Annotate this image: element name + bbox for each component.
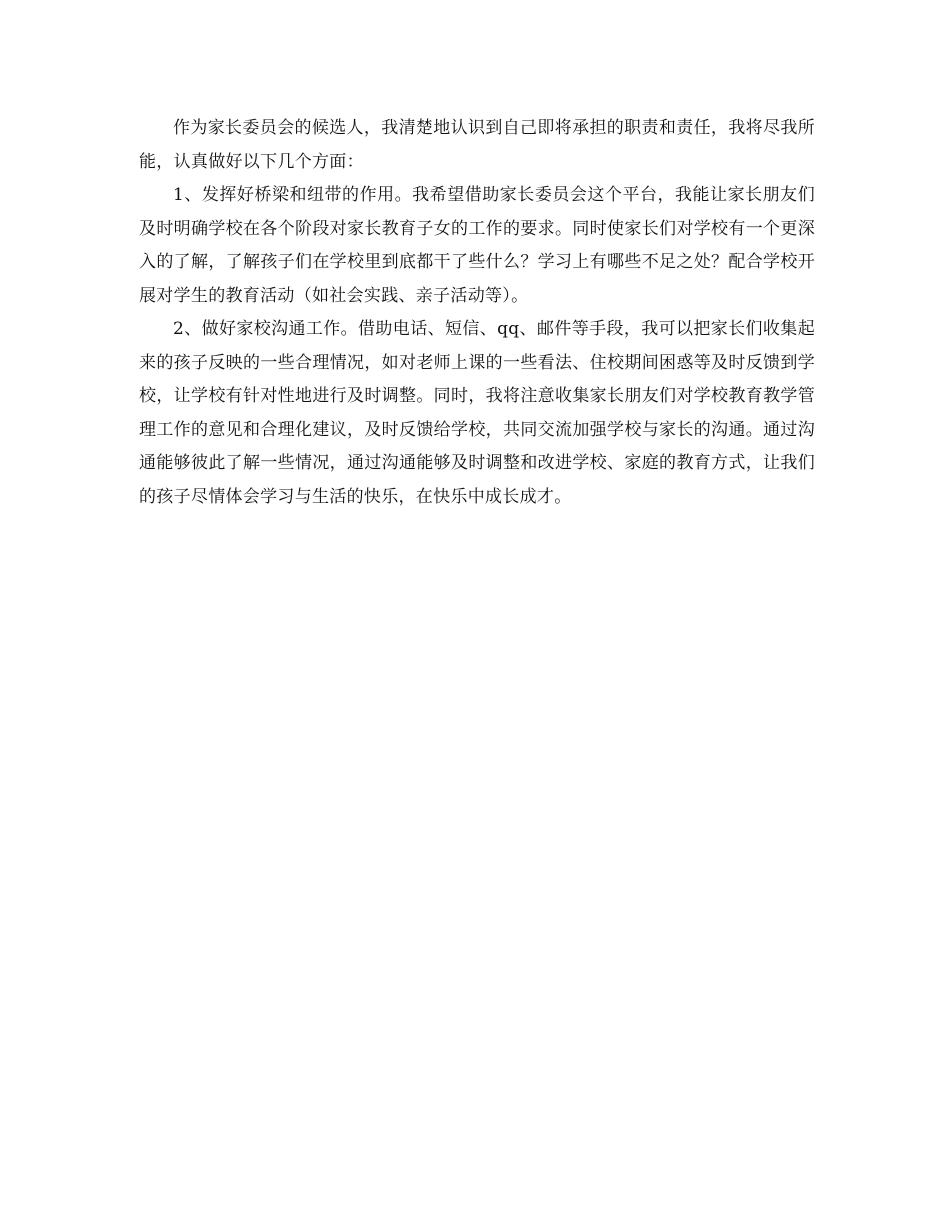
paragraph-point-1: 1、发挥好桥梁和纽带的作用。我希望借助家长委员会这个平台，我能让家长朋友们及时明确学校在各个阶段对家长教育子女的工作的要求。同时使家长们对学校有一个更深入的了解，了解孩子们在学校里到底都干了些什么？学习上有哪些不足之处？配合学校开展对学生的教育活动（如社会实践、亲子活动等）。 — [139, 185, 815, 306]
paragraph-point-2: 2、做好家校沟通工作。借助电话、短信、qq、邮件等手段，我可以把家长们收集起来的孩子反映的一些合理情况，如对老师上课的一些看法、住校期间困惑等及时反馈到学校，让学校有针对性地进行及时调整。同时，我将注意收集家长朋友们对学校教育教学管理工作的意见和合理化建议，及时反馈给学校，共同交流加强学校与家长的沟通。通过沟通能够彼此了解一些情况，通过沟通能够及时调整和改进学校、家庭的教育方式，让我们的孩子尽情体会学习与生活的快乐，在快乐中成长成才。 — [139, 319, 815, 507]
document-body — [139, 112, 815, 514]
paragraph-intro: 作为家长委员会的候选人，我清楚地认识到自己即将承担的职责和责任，我将尽我所能，认真做好以下几个方面： — [139, 118, 815, 172]
